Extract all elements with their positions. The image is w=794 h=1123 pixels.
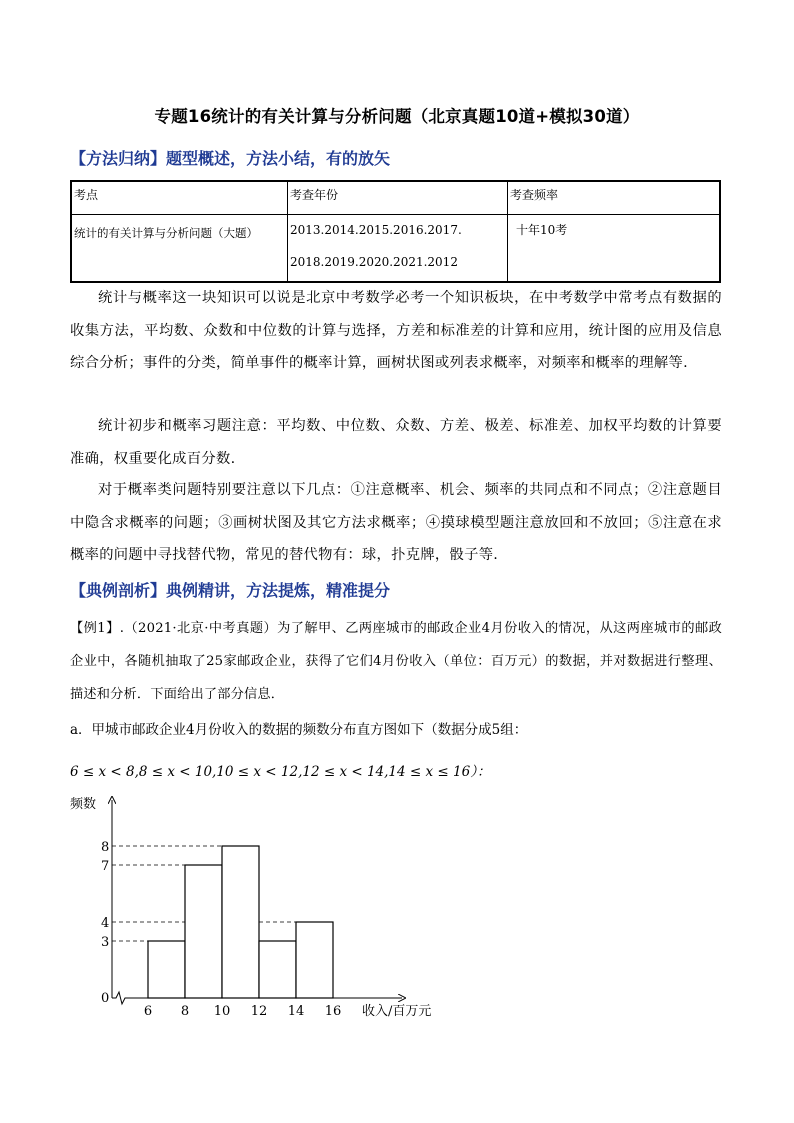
frequency-text: 十年10考 — [516, 223, 568, 237]
years-line-1: 2013.2014.2015.2016.2017. — [290, 223, 462, 237]
ranges-text: 6 ≤ x < 8,8 ≤ x < 10,10 ≤ x < 12,12 ≤ x < 14,14 ≤ x ≤ 16）： — [70, 764, 491, 780]
x-tick-label: 14 — [287, 1004, 305, 1019]
origin-label: 0 — [101, 991, 110, 1006]
axis-break — [112, 992, 130, 1004]
paragraph-2: 统计初步和概率习题注意：平均数、中位数、众数、方差、极差、标准差、加权平均数的计算要准确，权重要化成百分数. — [70, 418, 722, 467]
x-tick-label: 10 — [213, 1004, 231, 1019]
header-frequency: 考查频率 — [508, 181, 721, 215]
example-1-text: 【例1】.（2021·北京·中考真题）为了解甲、乙两座城市的邮政企业4月份收入的情况，从这两座城市的邮政企业中，各随机抽取了25家邮政企业，获得了它们4月份收入（单位：百万元）的数据，并对数据进行整理、描述和分析．下面给出了部分信息． — [70, 621, 722, 702]
section-bracket: 【典例剖析】 — [70, 581, 167, 600]
histogram-bar — [296, 922, 333, 998]
y-tick-label: 3 — [101, 935, 110, 950]
header-years: 考查年份 — [288, 181, 508, 215]
x-axis-label: 收入/百万元 — [362, 1004, 432, 1019]
histogram-bar — [185, 865, 222, 998]
paragraph-1: 统计与概率这一块知识可以说是北京中考数学必考一个知识板块，在中考数学中常考点有数据的收集方法，平均数、众数和中位数的计算与选择，方差和标准差的计算和应用，统计图的应用及信息综合分析；事件的分类，简单事件的概率计算，画树状图或列表求概率，对频率和概率的理解等. — [70, 290, 722, 371]
x-tick-label: 6 — [143, 1004, 153, 1019]
cell-topic-text: 统计的有关计算与分析问题（大题） — [74, 226, 258, 240]
y-axis-label: 频数 — [70, 797, 97, 812]
y-tick-label: 4 — [101, 916, 110, 931]
histogram-bar — [259, 941, 296, 998]
x-tick-label: 8 — [180, 1004, 190, 1019]
header-topic: 考点 — [71, 181, 288, 215]
histogram-bar — [148, 941, 185, 998]
section-bracket: 【方法归纳】 — [70, 149, 167, 168]
paragraph-3: 对于概率类问题特别要注意以下几点：①注意概率、机会、频率的共同点和不同点；②注意题目中隐含求概率的问题；③画树状图及其它方法求概率；④摸球模型题注意放回和不放回；⑤注意在求概率的问题中寻找替代物，常见的替代物有：球，扑克牌，骰子等. — [70, 482, 722, 563]
histogram-bar — [222, 846, 259, 998]
y-tick-label: 7 — [101, 859, 110, 874]
years-line-2: 2018.2019.2020.2021.2012 — [290, 255, 458, 269]
page-title: 专题16统计的有关计算与分析问题（北京真题10道+模拟30道） — [154, 107, 640, 126]
section-text: 题型概述，方法小结，有的放矢 — [166, 149, 391, 168]
section-text: 典例精讲，方法提炼，精准提分 — [166, 581, 391, 600]
item-a-text: a．甲城市邮政企业4月份收入的数据的频数分布直方图如下（数据分成5组： — [70, 722, 528, 738]
x-tick-label: 12 — [250, 1004, 268, 1019]
x-tick-label: 16 — [324, 1004, 342, 1019]
y-tick-label: 8 — [101, 840, 110, 855]
